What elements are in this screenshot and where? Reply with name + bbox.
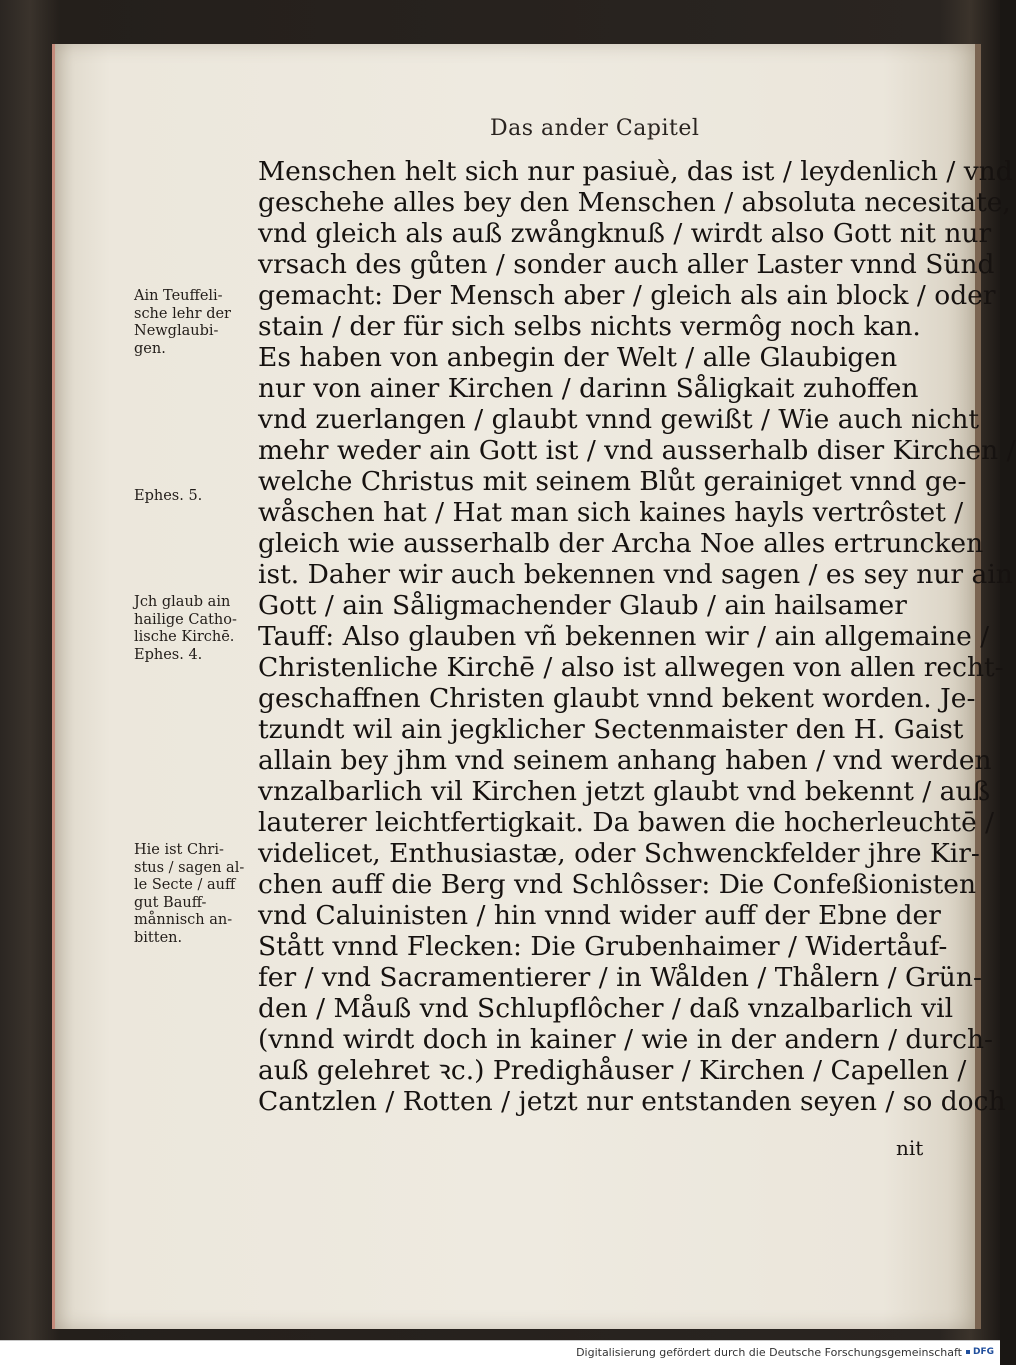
margin-note-line: Ain Teuffeli- <box>134 288 223 304</box>
text-line: nur von ainer Kirchen / darinn Såligkait zuhoffen <box>258 373 919 404</box>
dfg-logo-text: DFG <box>972 1347 994 1357</box>
text-line: geschehe alles bey den Menschen / absoluta necesitate, <box>258 187 1011 218</box>
text-line: fer / vnd Sacramentierer / in Wålden / Thålern / Grün- <box>258 962 982 993</box>
text-line: vnzalbarlich vil Kirchen jetzt glaubt vnd bekennt / auß <box>258 776 991 807</box>
text-line: allain bey jhm vnd seinem anhang haben / vnd werden <box>258 745 992 776</box>
margin-note-line: Jch glaub ain <box>134 594 231 610</box>
text-line: den / Måuß vnd Schlupflôcher / daß vnzalbarlich vil <box>258 993 954 1024</box>
text-line: Es haben von anbegin der Welt / alle Glaubigen <box>258 342 898 373</box>
margin-note-line: Hie ist Chri- <box>134 842 224 858</box>
footer-bar <box>0 1340 1000 1365</box>
text-line: videlicet, Enthusiastæ, oder Schwenckfelder jhre Kir- <box>258 838 980 869</box>
text-line: stain / der für sich selbs nichts vermôg noch kan. <box>258 311 921 342</box>
text-line: auß gelehret ꝛc.) Predighåuser / Kirchen / Capellen / <box>258 1055 967 1086</box>
running-head: Das ander Capitel <box>490 116 700 141</box>
text-line: wåschen hat / Hat man sich kaines hayls vertrôstet / <box>258 497 964 528</box>
margin-note-3 <box>134 594 258 664</box>
margin-note-line: bitten. <box>134 929 183 946</box>
margin-note-line: le Secte / auff <box>134 877 236 893</box>
catchword: nit <box>896 1136 924 1160</box>
margin-note-line: Ephes. 5. <box>134 488 203 504</box>
text-line: Stått vnnd Flecken: Die Grubenhaimer / Widertåuf- <box>258 931 948 962</box>
margin-note-1 <box>134 288 258 358</box>
text-line: ist. Daher wir auch bekennen vnd sagen / es sey nur ain <box>258 559 1013 590</box>
margin-note-line: månnisch an- <box>134 912 233 928</box>
margin-note-4 <box>134 842 258 947</box>
margin-note-line: sche lehr der <box>134 305 231 322</box>
margin-note-2 <box>134 488 258 506</box>
margin-note-line: lische Kirchē. <box>134 629 235 645</box>
text-line: gemacht: Der Mensch aber / gleich als ain block / oder <box>258 280 996 311</box>
text-line: Christenliche Kirchē / also ist allwegen von allen recht- <box>258 652 1004 683</box>
text-line: chen auff die Berg vnd Schlôsser: Die Confeßionisten <box>258 869 977 900</box>
margin-note-line: stus / sagen al- <box>134 859 245 876</box>
text-line: gleich wie ausserhalb der Archa Noe alles ertruncken <box>258 528 984 559</box>
text-line: vnd Caluinisten / hin vnnd wider auff der Ebne der <box>258 900 941 931</box>
text-line: Menschen helt sich nur pasiuè, das ist / leydenlich / vnd <box>258 156 1013 187</box>
text-line: Gott / ain Såligmachender Glaub / ain hailsamer <box>258 590 907 621</box>
text-line: geschaffnen Christen glaubt vnnd bekent worden. Je- <box>258 683 976 714</box>
text-line: vnd gleich als auß zwångknuß / wirdt also Gott nit nur <box>258 218 992 249</box>
text-line: welche Christus mit seinem Blůt gerainiget vnnd ge- <box>258 466 967 497</box>
text-line: vrsach des gůten / sonder auch aller Laster vnnd Sünd <box>258 249 995 280</box>
text-line: lauterer leichtfertigkait. Da bawen die hocherleuchtē / <box>258 807 995 838</box>
text-line: mehr weder ain Gott ist / vnd ausserhalb diser Kirchen / <box>258 435 1016 466</box>
footer-credit: Digitalisierung gefördert durch die Deutsche Forschungsgemeinschaft <box>576 1346 962 1359</box>
margin-note-line: Newglaubi- <box>134 323 219 339</box>
margin-note-line: Ephes. 4. <box>134 646 203 663</box>
text-line: tzundt wil ain jegklicher Sectenmaister den H. Gaist <box>258 714 964 745</box>
text-line: vnd zuerlangen / glaubt vnnd gewißt / Wie auch nicht <box>258 404 980 435</box>
main-text-block <box>258 156 1016 1117</box>
text-line: Tauff: Also glauben vñ bekennen wir / ain allgemaine / <box>258 621 990 652</box>
text-line: Cantzlen / Rotten / jetzt nur entstanden seyen / so doch <box>258 1086 1006 1117</box>
margin-note-line: gut Bauff- <box>134 894 207 911</box>
text-line: (vnnd wirdt doch in kainer / wie in der andern / durch- <box>258 1024 993 1055</box>
dfg-logo-icon <box>966 1345 994 1359</box>
margin-note-line: gen. <box>134 340 166 357</box>
margin-note-line: hailige Catho- <box>134 611 237 628</box>
